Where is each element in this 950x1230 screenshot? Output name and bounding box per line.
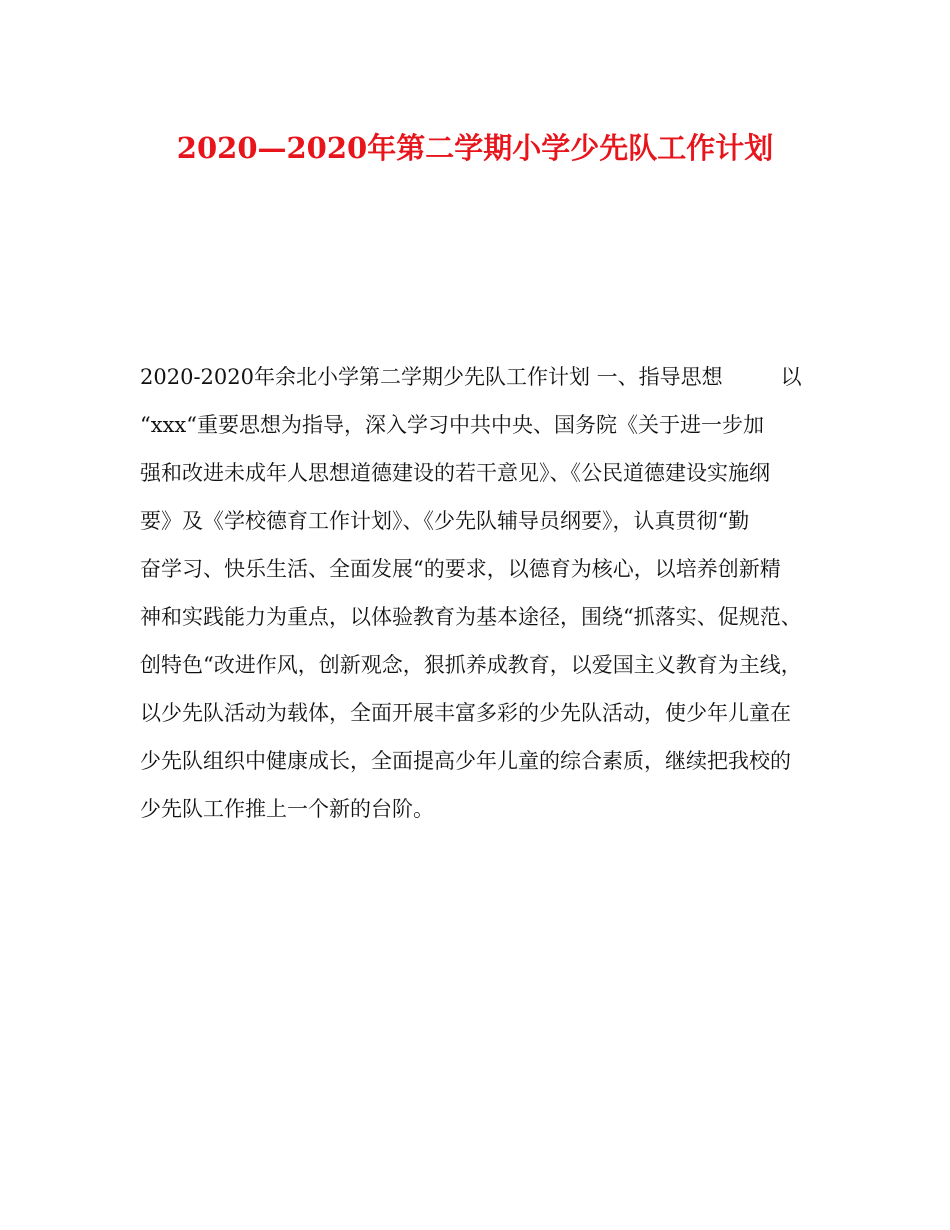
line-tail: 以 xyxy=(780,365,802,389)
paragraph-line: 少先队工作推上一个新的台阶。 xyxy=(140,797,434,821)
paragraph-line: 少先队组织中健康成长，全面提高少年儿童的综合素质，继续把我校的 xyxy=(140,749,791,773)
paragraph-line: 创特色“改进作风，创新观念，狠抓养成教育，以爱国主义教育为主线， xyxy=(140,653,802,677)
body-paragraph xyxy=(140,361,820,841)
paragraph-line: 神和实践能力为重点，以体验教育为基本途径，围绕“抓落实、促规范、 xyxy=(140,605,802,629)
paragraph-line: 奋学习、快乐生活、全面发展“的要求，以德育为核心，以培养创新精 xyxy=(140,557,781,581)
paragraph-line: 要》及《学校德育工作计划》、《少先队辅导员纲要》，认真贯彻“勤 xyxy=(140,509,750,533)
paragraph-line: 以少先队活动为载体，全面开展丰富多彩的少先队活动，使少年儿童在 xyxy=(140,701,791,725)
paragraph-line: 强和改进未成年人思想道德建设的若干意见》、《公民道德建设实施纲 xyxy=(140,461,770,485)
line-text: 2020-2020年余北小学第二学期少先队工作计划 一、指导思想 xyxy=(140,365,723,389)
paragraph-line xyxy=(140,361,820,409)
paragraph-line: “xxx“重要思想为指导，深入学习中共中央、国务院《关于进一步加 xyxy=(140,413,764,437)
document-title: 2020—2020年第二学期小学少先队工作计划 xyxy=(176,131,774,165)
